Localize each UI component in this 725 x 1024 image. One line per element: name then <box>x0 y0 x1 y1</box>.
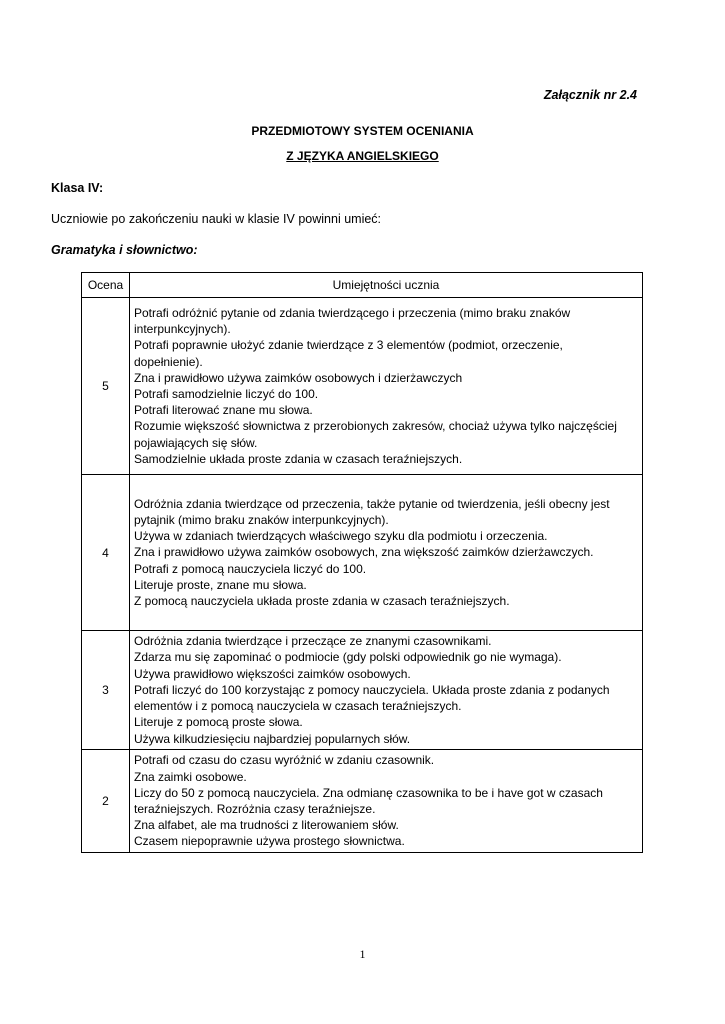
grade-cell: 2 <box>82 750 130 853</box>
skill-line: Używa prawidłowo większości zaimków osobowych. <box>134 666 411 681</box>
skill-line: pojawiających się słów. <box>134 435 258 450</box>
skills-cell <box>130 298 643 475</box>
skill-line: Z pomocą nauczyciela układa proste zdania w czasach teraźniejszych. <box>134 594 510 608</box>
table-row <box>82 750 643 853</box>
skill-line: Odróżnia zdania twierdzące i przeczące ze znanymi czasownikami. <box>134 634 492 649</box>
skill-line: dopełnienie). <box>134 354 203 369</box>
intro-text: Uczniowie po zakończeniu nauki w klasie IV powinni umieć: <box>51 212 382 226</box>
skill-line: pytajnik (mimo braku znaków interpunkcyjnych). <box>134 512 389 527</box>
column-header-grade: Ocena <box>82 273 130 298</box>
skill-line: Zna zaimki osobowe. <box>134 769 247 784</box>
skills-cell <box>130 631 643 750</box>
skill-line: Potrafi liczyć do 100 korzystając z pomocy nauczyciela. Układa proste zdania z podanych <box>134 682 610 697</box>
table-row <box>82 631 643 750</box>
skill-line: Potrafi odróżnić pytanie od zdania twierdzącego i przeczenia (mimo braku znaków <box>134 305 571 320</box>
skill-line: Potrafi z pomocą nauczyciela liczyć do 100. <box>134 561 367 576</box>
skill-line: Potrafi od czasu do czasu wyróżnić w zdaniu czasownik. <box>134 753 435 768</box>
table-row <box>82 298 643 475</box>
skill-line: Samodzielnie układa proste zdania w czasach teraźniejszych. <box>134 451 463 466</box>
document-title: PRZEDMIOTOWY SYSTEM OCENIANIA <box>251 124 474 138</box>
skill-line: Rozumie większość słownictwa z przerobionych zakresów, chociaż używa tylko najczęściej <box>134 419 617 434</box>
skill-line: Literuje proste, znane mu słowa. <box>134 577 307 592</box>
skill-line: teraźniejszych. Rozróżnia czasy teraźniejsze. <box>134 802 376 816</box>
skills-cell <box>130 750 643 853</box>
skill-line: Zna alfabet, ale ma trudności z literowaniem słów. <box>134 818 399 833</box>
skill-line: Zdarza mu się zapominać o podmiocie (gdy polski odpowiednik go nie wymaga). <box>134 650 562 665</box>
skill-line: Potrafi poprawnie ułożyć zdanie twierdzące z 3 elementów (podmiot, orzeczenie, <box>134 338 563 353</box>
skill-line: Potrafi samodzielnie liczyć do 100. <box>134 387 319 401</box>
skill-line: Potrafi literować znane mu słowa. <box>134 403 313 418</box>
skills-cell <box>130 475 643 631</box>
skill-line: Literuje z pomocą proste słowa. <box>134 715 303 730</box>
table-row <box>82 475 643 631</box>
skill-line: Zna i prawidłowo używa zaimków osobowych i dzierżawczych <box>134 370 463 385</box>
page-number: 1 <box>359 947 366 961</box>
skill-line: Liczy do 50 z pomocą nauczyciela. Zna odmianę czasownika to be i have got w czasach <box>134 785 603 800</box>
skill-line: elementów i z pomocą nauczyciela w czasach teraźniejszych. <box>134 699 462 714</box>
attachment-label: Załącznik nr 2.4 <box>543 88 637 102</box>
class-label: Klasa IV: <box>51 181 104 195</box>
skill-line: Odróżnia zdania twierdzące od przeczenia, także pytanie od twierdzenia, jeśli obecny jest <box>134 496 610 511</box>
skill-line: Używa kilkudziesięciu najbardziej popularnych słów. <box>134 731 411 746</box>
skill-line: Czasem niepoprawnie używa prostego słownictwa. <box>134 834 405 849</box>
grade-cell: 3 <box>82 631 130 750</box>
grade-cell: 4 <box>82 475 130 631</box>
grade-cell: 5 <box>82 298 130 475</box>
skill-line: Zna i prawidłowo używa zaimków osobowych, zna większość zaimków dzierżawczych. <box>134 545 594 560</box>
section-title: Gramatyka i słownictwo: <box>51 243 198 257</box>
skill-line: Używa w zdaniach twierdzących właściwego szyku dla podmiotu i orzeczenia. <box>134 529 548 544</box>
document-subtitle: Z JĘZYKA ANGIELSKIEGO <box>286 149 439 163</box>
table-header-row <box>82 273 643 298</box>
column-header-skills: Umiejętności ucznia <box>130 273 643 298</box>
grades-table <box>81 272 643 853</box>
skill-line: interpunkcyjnych). <box>134 322 231 337</box>
